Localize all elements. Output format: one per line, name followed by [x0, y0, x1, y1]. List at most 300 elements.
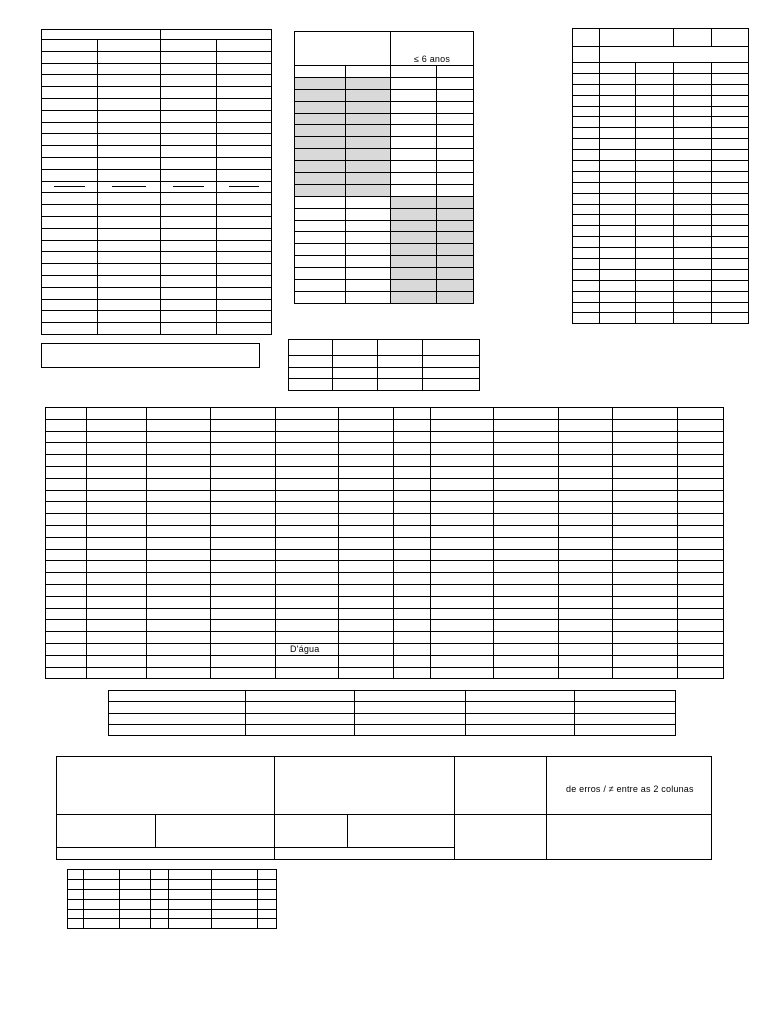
table-main-cell: [276, 525, 339, 537]
table-main-cell: [211, 537, 276, 549]
table-main-cell: [431, 408, 494, 420]
table-main-cell: [431, 573, 494, 585]
table-main-cell: [494, 596, 559, 608]
table-g-cell: [151, 870, 169, 880]
table-a-cell: [161, 146, 217, 158]
table-d-row: [289, 379, 480, 391]
table-g-cell: [120, 919, 151, 929]
table-main-cell: [211, 667, 276, 679]
table-c-cell: [674, 259, 712, 270]
table-a-cell: [217, 169, 272, 181]
table-main-cell: [494, 655, 559, 667]
table-a-cell: [42, 216, 98, 228]
table-g-cell: [258, 889, 277, 899]
table-b-row: [295, 77, 474, 89]
table-c-head: [674, 29, 712, 47]
table-a-row: [42, 40, 272, 52]
table-main-cell: [494, 455, 559, 467]
table-main-cell: [613, 419, 678, 431]
table-c-row: [573, 150, 749, 161]
table-c-cell: [600, 313, 636, 324]
table-c-head: [573, 47, 600, 63]
table-b-cell: [391, 66, 437, 78]
table-a-cell: [161, 98, 217, 110]
table-g-cell: [68, 909, 84, 919]
table-main-cell: [559, 514, 613, 526]
table-d-row: [289, 367, 480, 379]
table-main-cell: [431, 455, 494, 467]
table-main-cell: [339, 596, 394, 608]
table-main-row: [46, 490, 724, 502]
table-f-cell: [109, 713, 246, 724]
table-a-cell: [98, 311, 161, 323]
table-c-cell: [674, 128, 712, 139]
table-c-row: [573, 193, 749, 204]
table-b-cell: [437, 184, 474, 196]
table-c-cell: [600, 259, 636, 270]
table-c-cell: [573, 269, 600, 280]
table-d-row: [289, 340, 480, 356]
table-a-cell: [161, 51, 217, 63]
table-a-row: [42, 311, 272, 323]
table-main-cell: [276, 478, 339, 490]
table-c-row: [573, 73, 749, 84]
table-c-cell: [712, 84, 749, 95]
table-main-cell: [276, 490, 339, 502]
table-a-cell: [42, 287, 98, 299]
table-main-cell: [276, 643, 339, 655]
table-a-cell: [217, 193, 272, 205]
table-b-row: [295, 291, 474, 303]
table-main-cell: [613, 490, 678, 502]
table-c-cell: [573, 95, 600, 106]
table-a-cell: [98, 287, 161, 299]
table-c-row: [573, 259, 749, 270]
table-main-cell: [431, 561, 494, 573]
table-main-cell: [559, 632, 613, 644]
table-a-cell: [217, 287, 272, 299]
table-main-cell: [559, 466, 613, 478]
table-c-cell: [600, 237, 636, 248]
table-main-cell: [431, 667, 494, 679]
table-c-cell: [636, 259, 674, 270]
table-b-cell: [295, 291, 346, 303]
table-a-cell: [98, 63, 161, 75]
table-main-cell: [87, 514, 147, 526]
table-main-cell: [339, 408, 394, 420]
table-d-cell: [423, 379, 480, 391]
table-a-cell: [217, 98, 272, 110]
table-main-cell: [147, 573, 211, 585]
table-a-cell: [161, 110, 217, 122]
table-d: [288, 339, 480, 391]
table-main-cell: [678, 408, 724, 420]
table-a-cell: [42, 110, 98, 122]
table-main-cell: [394, 455, 431, 467]
table-b-cell: [346, 149, 391, 161]
table-main-row: [46, 643, 724, 655]
table-b-cell: [391, 280, 437, 292]
table-d-cell: [378, 367, 423, 379]
table-c-cell: [573, 73, 600, 84]
table-main-cell: [613, 408, 678, 420]
table-f-row: [109, 724, 676, 735]
table-a-head: [42, 30, 161, 40]
table-main-cell: [431, 525, 494, 537]
table-b-cell: [346, 196, 391, 208]
table-c-cell: [712, 117, 749, 128]
table-c-cell: [674, 215, 712, 226]
table-main-cell: [394, 620, 431, 632]
table-main-cell: [87, 620, 147, 632]
table-main-cell: [613, 620, 678, 632]
table-g-row: [68, 919, 277, 929]
table-main-cell: [494, 537, 559, 549]
table-a-cell: [217, 311, 272, 323]
table-b-cell: [437, 220, 474, 232]
table-main-cell: [339, 667, 394, 679]
table-g-cell: [151, 889, 169, 899]
table-main-cell: [147, 596, 211, 608]
table-a-cell: [161, 299, 217, 311]
table-c-cell: [600, 226, 636, 237]
table-main-row: [46, 408, 724, 420]
table-a-cell: [161, 122, 217, 134]
table-main-cell: [431, 632, 494, 644]
table-f-cell: [575, 702, 676, 713]
table-main-cell: [678, 655, 724, 667]
table-main-cell: [147, 490, 211, 502]
table-main-cell: [46, 655, 87, 667]
table-a-row: [42, 193, 272, 205]
table-b-cell: [437, 280, 474, 292]
table-b-cell: [391, 256, 437, 268]
table-c-row: [573, 237, 749, 248]
table-main-cell: [431, 584, 494, 596]
table-main-cell: [431, 655, 494, 667]
table-b-cell: [437, 161, 474, 173]
table-c-cell: [674, 171, 712, 182]
table-main-cell: [211, 596, 276, 608]
table-main-cell: [613, 632, 678, 644]
table-c-cell: [712, 269, 749, 280]
table-main-cell: [87, 573, 147, 585]
table-main-cell: [147, 408, 211, 420]
table-main-cell: [211, 431, 276, 443]
table-g-cell: [258, 909, 277, 919]
table-g-cell: [169, 909, 212, 919]
table-a-cell: [98, 299, 161, 311]
table-c-cell: [600, 204, 636, 215]
table-main-cell: [339, 584, 394, 596]
table-main-cell: [46, 514, 87, 526]
table-main-cell: [394, 561, 431, 573]
table-f-cell: [575, 713, 676, 724]
table-c-cell: [573, 63, 600, 74]
table-main-cell: [87, 549, 147, 561]
table-c-cell: [636, 139, 674, 150]
table-main-cell: [678, 561, 724, 573]
table-main-cell: [494, 620, 559, 632]
table-g-cell: [258, 919, 277, 929]
table-b-cell: [346, 184, 391, 196]
table-main-cell: [339, 490, 394, 502]
table-main-cell: [46, 573, 87, 585]
table-g-cell: [151, 919, 169, 929]
table-c-row: [573, 204, 749, 215]
table-a-cell: [42, 228, 98, 240]
table-main-cell: [87, 478, 147, 490]
table-main-body: [46, 408, 724, 679]
table-c-cell: [636, 313, 674, 324]
table-a-cell: [42, 122, 98, 134]
table-a-cell: [42, 51, 98, 63]
table-main-cell: [494, 490, 559, 502]
table-c-row: [573, 291, 749, 302]
table-b-cell: [295, 101, 346, 113]
table-main-cell: [46, 596, 87, 608]
table-main-cell: [276, 596, 339, 608]
table-c-cell: [674, 161, 712, 172]
table-d-cell: [289, 340, 333, 356]
table-main-row: [46, 667, 724, 679]
table-main-cell: [394, 584, 431, 596]
table-main-cell: [276, 549, 339, 561]
table-c-cell: [636, 106, 674, 117]
table-main-cell: [559, 549, 613, 561]
table-main-cell: [431, 478, 494, 490]
table-a-cell: [98, 75, 161, 87]
table-main-cell: [613, 537, 678, 549]
table-main-cell: [211, 443, 276, 455]
table-c-row: [573, 63, 749, 74]
table-main-cell: [46, 478, 87, 490]
table-main-cell: [559, 667, 613, 679]
table-main-cell: [211, 502, 276, 514]
table-main-cell: [211, 608, 276, 620]
table-main-cell: [211, 584, 276, 596]
table-main-cell: [678, 549, 724, 561]
table-b-row: [295, 220, 474, 232]
table-main-cell: [87, 643, 147, 655]
table-a-footer-box: [41, 343, 260, 368]
table-main-cell: [211, 643, 276, 655]
table-a-row: [42, 228, 272, 240]
table-g-cell: [84, 909, 120, 919]
table-main-cell: [276, 514, 339, 526]
table-c-cell: [636, 204, 674, 215]
table-main-cell: [431, 431, 494, 443]
table-main-cell: [431, 502, 494, 514]
table-main-cell: [494, 502, 559, 514]
table-c-head: [573, 29, 600, 47]
table-main-cell: [559, 620, 613, 632]
table-main-cell: [339, 655, 394, 667]
table-main-cell: [431, 443, 494, 455]
table-a-cell: [98, 110, 161, 122]
table-f-cell: [575, 691, 676, 702]
table-c-cell: [674, 291, 712, 302]
table-b-row: [295, 125, 474, 137]
table-main-cell: [276, 502, 339, 514]
table-a-cell: [217, 122, 272, 134]
table-main-cell: [211, 655, 276, 667]
table-main-cell: [431, 466, 494, 478]
table-f-cell: [355, 724, 466, 735]
table-main-cell: [147, 632, 211, 644]
table-f-cell: [575, 724, 676, 735]
table-main-cell: [276, 620, 339, 632]
table-main-row: [46, 514, 724, 526]
table-main-cell: [559, 455, 613, 467]
table-c-cell: [674, 182, 712, 193]
table-b-cell: [391, 89, 437, 101]
table-main-cell: [559, 478, 613, 490]
table-main-cell: [46, 537, 87, 549]
table-main-cell: [678, 573, 724, 585]
table-b-cell: [391, 173, 437, 185]
table-main-row: [46, 620, 724, 632]
table-b-cell: [437, 125, 474, 137]
table-a-row: [42, 98, 272, 110]
table-b-cell: [295, 113, 346, 125]
table-main-cell: [613, 584, 678, 596]
table-a-cell: [217, 323, 272, 335]
table-c-cell: [600, 269, 636, 280]
table-b-row: [295, 89, 474, 101]
table-a-cell: [98, 228, 161, 240]
table-g-cell: [84, 870, 120, 880]
table-c-cell: [600, 84, 636, 95]
table-c-cell: [600, 182, 636, 193]
table-b-row: [295, 161, 474, 173]
table-b-header-right: [391, 32, 474, 66]
table-a-cell: [42, 75, 98, 87]
table-g-cell: [212, 909, 258, 919]
table-c-cell: [674, 193, 712, 204]
table-c-cell: [600, 193, 636, 204]
table-c-row: [573, 280, 749, 291]
table-main-cell: [46, 667, 87, 679]
errors-label-wrap: [566, 779, 716, 797]
table-main-cell: [211, 419, 276, 431]
table-main-cell: [394, 608, 431, 620]
table-c-cell: [712, 128, 749, 139]
table-main-cell: [46, 643, 87, 655]
table-a-row: [42, 264, 272, 276]
table-g-row: [68, 879, 277, 889]
table-c-row: [573, 171, 749, 182]
table-c-cell: [674, 237, 712, 248]
table-a-row: [42, 205, 272, 217]
table-a: [41, 29, 272, 335]
table-c-cell: [600, 117, 636, 128]
table-a-cell: [217, 134, 272, 146]
table-b-cell: [437, 149, 474, 161]
table-c-cell: [712, 139, 749, 150]
table-g-cell: [212, 870, 258, 880]
table-f-cell: [246, 724, 355, 735]
table-main-cell: [394, 502, 431, 514]
table-d-cell: [378, 340, 423, 356]
table-b-row: [295, 280, 474, 292]
table-c-cell: [573, 84, 600, 95]
table-f-row: [109, 691, 676, 702]
table-main-cell: [276, 632, 339, 644]
table-main-cell: [87, 419, 147, 431]
table-a-row: [42, 146, 272, 158]
table-main-cell: [559, 490, 613, 502]
table-main-cell: [394, 490, 431, 502]
table-c-cell: [674, 73, 712, 84]
table-b-cell: [346, 66, 391, 78]
table-main-cell: [339, 537, 394, 549]
table-e-divider: [347, 814, 348, 847]
table-g-cell: [120, 889, 151, 899]
table-main-cell: [559, 443, 613, 455]
table-a-cell: [42, 323, 98, 335]
table-b-cell: [437, 256, 474, 268]
table-b-cell: [346, 208, 391, 220]
table-main-cell: [394, 525, 431, 537]
table-c-cell: [674, 302, 712, 313]
table-b-cell: [391, 208, 437, 220]
table-main-cell: [211, 408, 276, 420]
table-a-cell: [98, 240, 161, 252]
table-c-row: [573, 302, 749, 313]
table-main-cell: [147, 431, 211, 443]
table-c-cell: [600, 248, 636, 259]
table-a-cell: [98, 193, 161, 205]
table-c-cell: [636, 182, 674, 193]
table-g-cell: [68, 899, 84, 909]
table-main-cell: [147, 537, 211, 549]
table-main-cell: [494, 431, 559, 443]
table-main-cell: [147, 608, 211, 620]
table-b-cell: [391, 101, 437, 113]
table-d-cell: [333, 340, 378, 356]
table-c-cell: [573, 150, 600, 161]
table-a-cell: [217, 51, 272, 63]
table-a-cell: [42, 169, 98, 181]
table-main-cell: [394, 632, 431, 644]
table-main-row: [46, 632, 724, 644]
table-c-cell: [573, 171, 600, 182]
table-main-cell: [46, 408, 87, 420]
table-b-cell: [391, 161, 437, 173]
table-b-cell: [391, 125, 437, 137]
table-a-cell: [42, 146, 98, 158]
table-main-cell: [339, 455, 394, 467]
table-b-row: [295, 113, 474, 125]
table-b-cell: [346, 280, 391, 292]
table-f-cell: [355, 713, 466, 724]
table-main-cell: [559, 655, 613, 667]
table-main-cell: [678, 419, 724, 431]
table-c-cell: [712, 302, 749, 313]
table-b-cell: [346, 101, 391, 113]
table-g-cell: [169, 899, 212, 909]
table-main-cell: [46, 455, 87, 467]
table-main-cell: [147, 525, 211, 537]
table-main-cell: [87, 490, 147, 502]
table-a-cell: [98, 146, 161, 158]
table-c-row: [573, 161, 749, 172]
table-c-cell: [573, 313, 600, 324]
age-label: ≤ 6 anos: [413, 54, 451, 64]
table-g-cell: [258, 870, 277, 880]
table-c-cell: [600, 73, 636, 84]
